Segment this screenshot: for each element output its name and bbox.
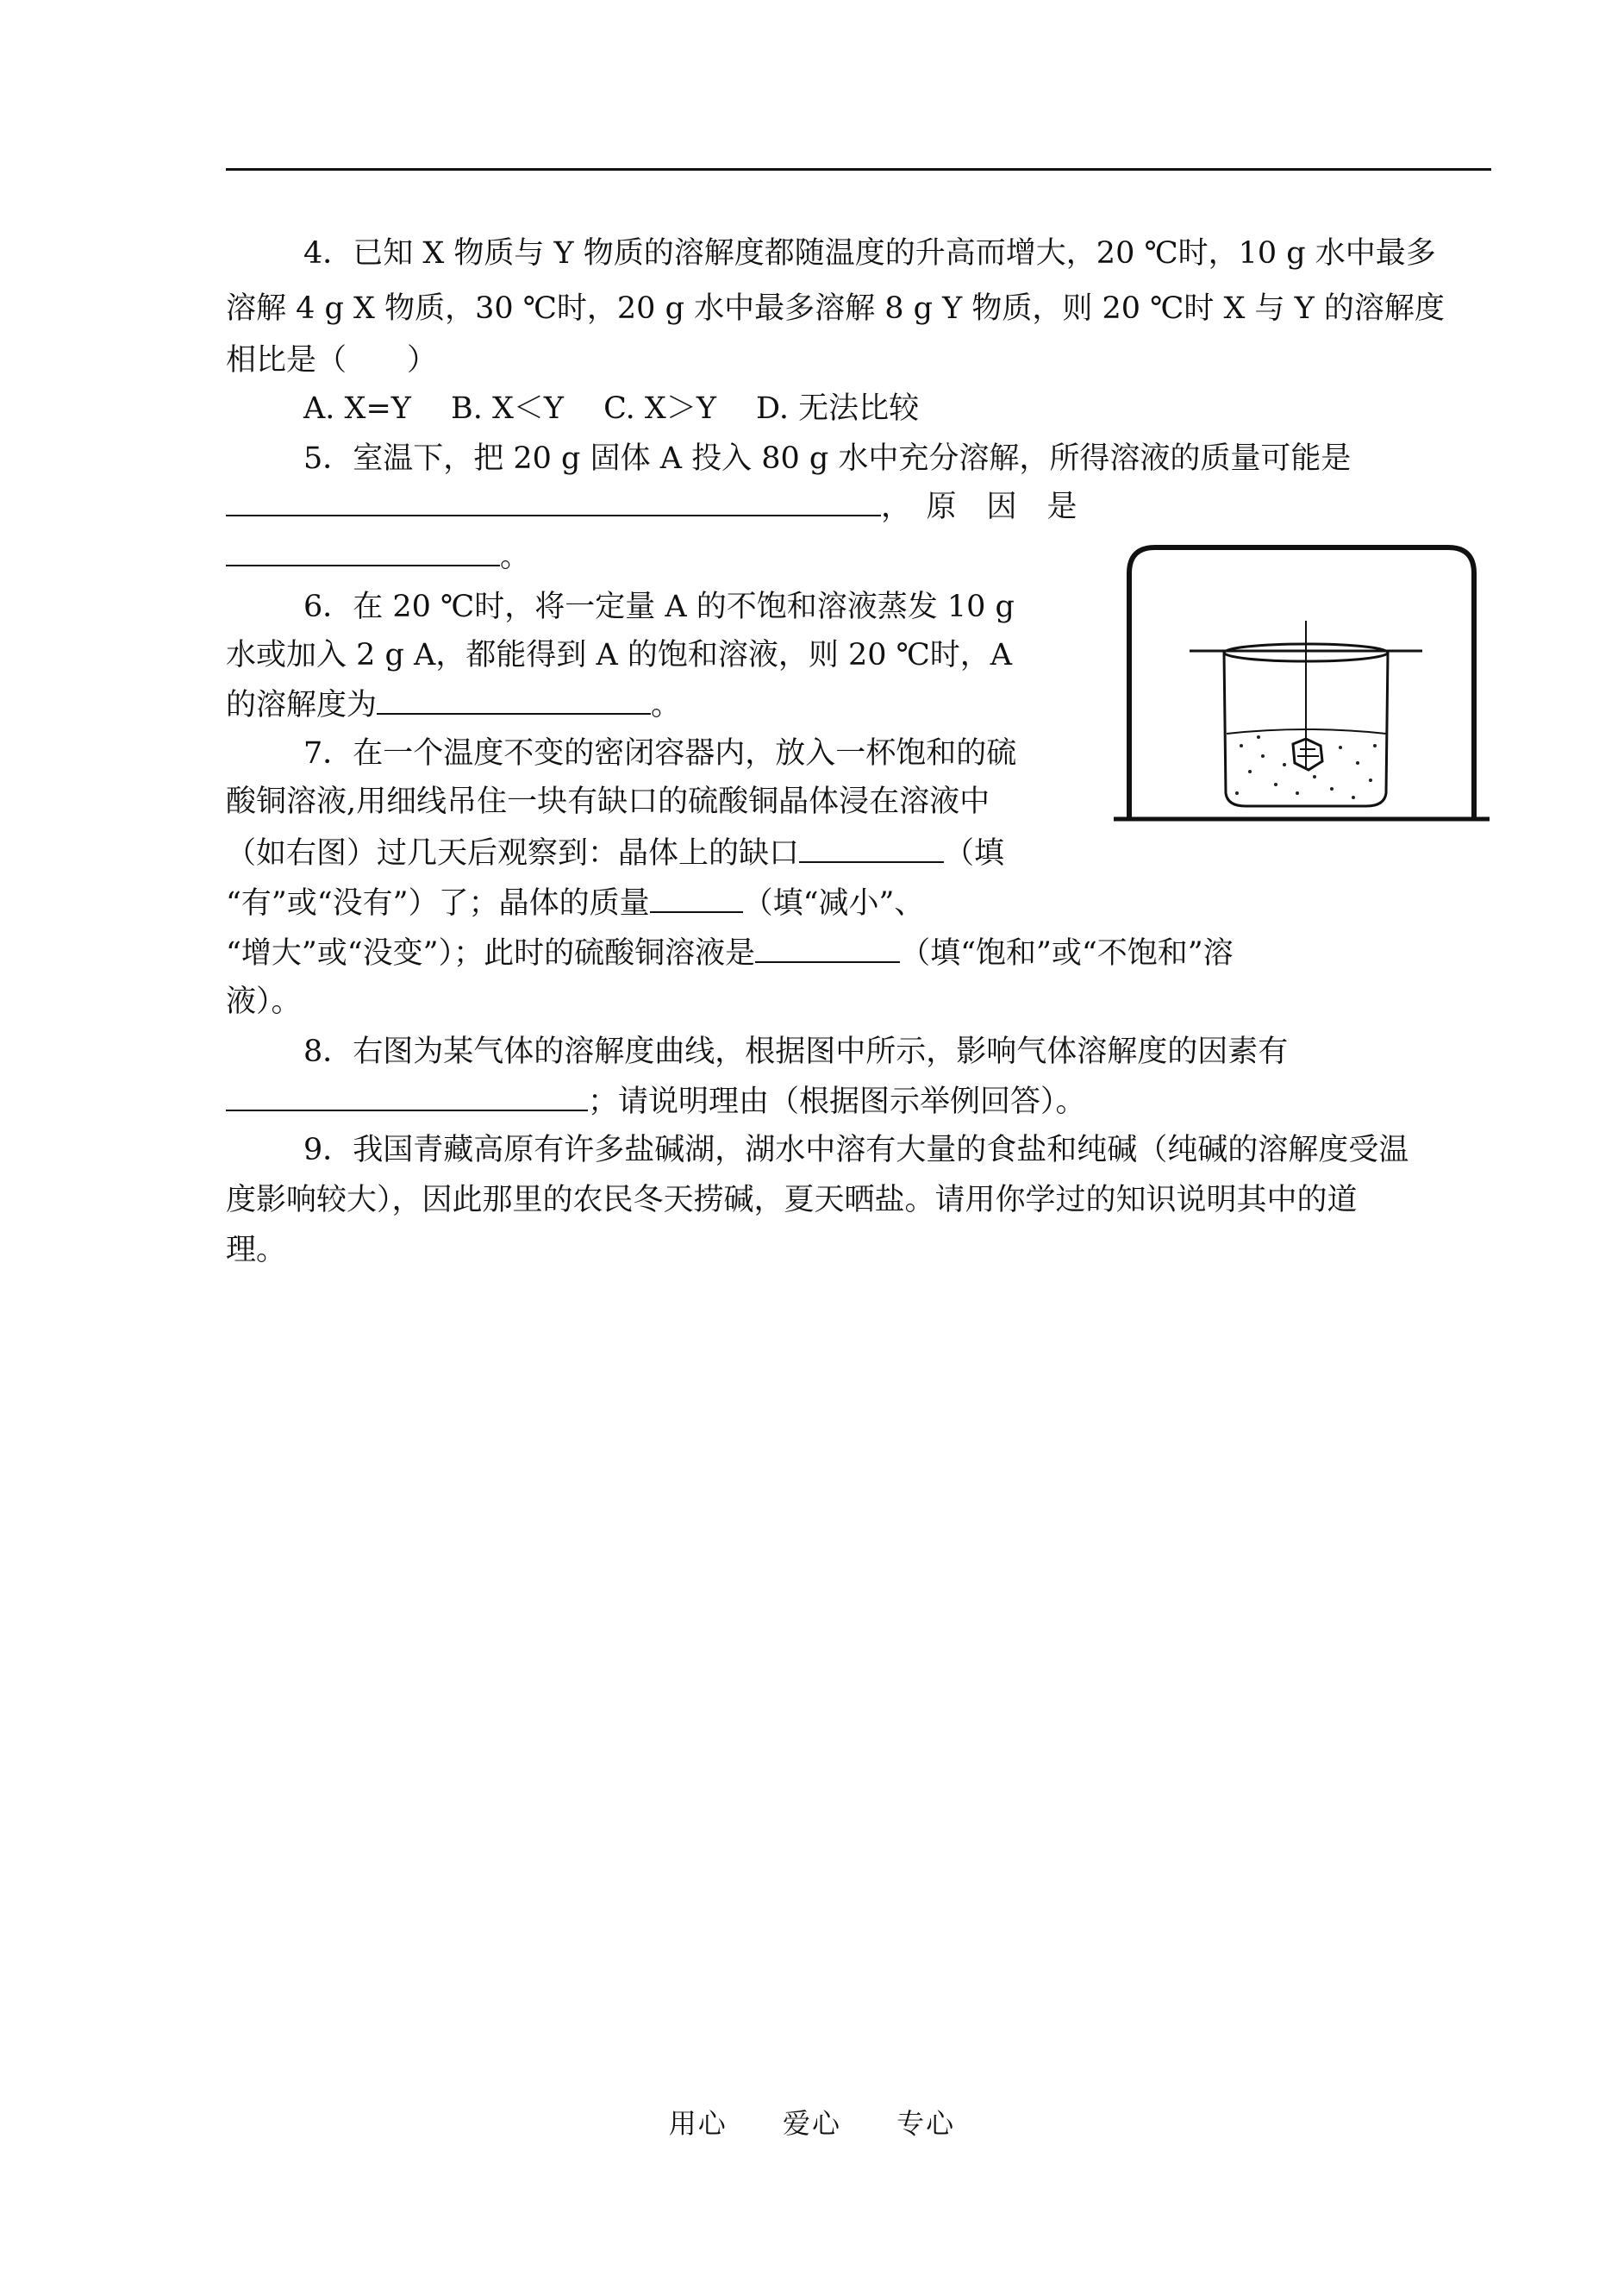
- q7-line6: 液）。: [226, 985, 302, 1019]
- sealed-container-figure: [1112, 530, 1491, 823]
- q7-line4-tail: （填“减小”、: [742, 886, 925, 921]
- q6-line3-head: 的溶解度为: [226, 688, 378, 722]
- q7-line5: [226, 926, 1234, 981]
- q5-line3-tail: 。: [500, 540, 531, 574]
- q7-line1: 7．在一个温度不变的密闭容器内，放入一杯饱和的硫: [303, 736, 1017, 771]
- q9-line3: 理。: [226, 1233, 287, 1267]
- footer-item-a: 用心: [668, 2107, 728, 2140]
- q6-line2: 水或加入 2 g A，都能得到 A 的饱和溶液，则 20 ℃时，A: [226, 638, 1013, 672]
- q5-line1: 5．室温下，把 20 g 固体 A 投入 80 g 水中充分溶解，所得溶液的质量可能是: [303, 441, 1352, 476]
- q5-line2: [226, 479, 1077, 535]
- q4-line1: 4．已知 X 物质与 Y 物质的溶解度都随温度的升高而增大，20 ℃时，10 g 水中最多: [303, 236, 1436, 271]
- q7-gap-blank[interactable]: [799, 835, 944, 863]
- q8-factor-blank[interactable]: [226, 1084, 588, 1111]
- q7-line3: [226, 826, 1004, 881]
- q7-line5-head: “增大”或“没变”）；此时的硫酸铜溶液是: [226, 936, 756, 971]
- footer-item-b: 爱心: [782, 2107, 841, 2140]
- q8-line1: 8．右图为某气体的溶解度曲线，根据图中所示，影响气体溶解度的因素有: [303, 1035, 1289, 1069]
- q6-line3: [226, 678, 681, 733]
- q5-reason-blank[interactable]: [226, 539, 500, 566]
- page-footer: [0, 2102, 1624, 2142]
- q7-line2: 酸铜溶液,用细线吊住一块有缺口的硫酸铜晶体浸在溶液中: [226, 785, 990, 819]
- q7-line4: [226, 876, 924, 931]
- header-rule: [226, 168, 1491, 171]
- q5-line3: [226, 529, 530, 585]
- q9-line2: 度影响较大），因此那里的农民冬天捞碱，夏天晒盐。请用你学过的知识说明其中的道: [226, 1183, 1358, 1217]
- q7-line3-tail: （填: [944, 836, 1005, 871]
- q4-line2: 溶解 4 g X 物质，30 ℃时，20 g 水中最多溶解 8 g Y 物质，则 20 ℃时 X 与 Y 的溶解度: [226, 291, 1445, 326]
- q9-line1: 9．我国青藏高原有许多盐碱湖，湖水中溶有大量的食盐和纯碱（纯碱的溶解度受温: [303, 1133, 1409, 1167]
- q6-answer-blank[interactable]: [377, 687, 651, 715]
- q7-line4-head: “有”或“没有”）了；晶体的质量: [226, 886, 650, 921]
- sealed-container: [1129, 547, 1474, 819]
- footer-item-c: 专心: [896, 2107, 956, 2140]
- q7-line3-head: （如右图）过几天后观察到：晶体上的缺口: [226, 836, 800, 871]
- q8-line2-tail: ；请说明理由（根据图示举例回答）。: [588, 1085, 1086, 1119]
- q7-mass-blank[interactable]: [650, 885, 743, 913]
- crystal: [1293, 739, 1322, 770]
- q4-options: A. X=Y B. X＜Y C. X＞Y D. 无法比较: [303, 391, 920, 426]
- q6-line3-tail: 。: [651, 688, 682, 722]
- q5-line2-tail: ， 原 因 是: [881, 490, 1077, 524]
- q8-line2: [226, 1074, 1086, 1129]
- q6-line1: 6．在 20 ℃时，将一定量 A 的不饱和溶液蒸发 10 g: [303, 590, 1015, 624]
- q4-line3: 相比是（ ）: [226, 343, 438, 378]
- q7-solution-blank[interactable]: [755, 935, 900, 963]
- q7-line5-tail: （填“饱和”或“不饱和”溶: [900, 936, 1234, 971]
- q5-answer-blank[interactable]: [226, 489, 881, 516]
